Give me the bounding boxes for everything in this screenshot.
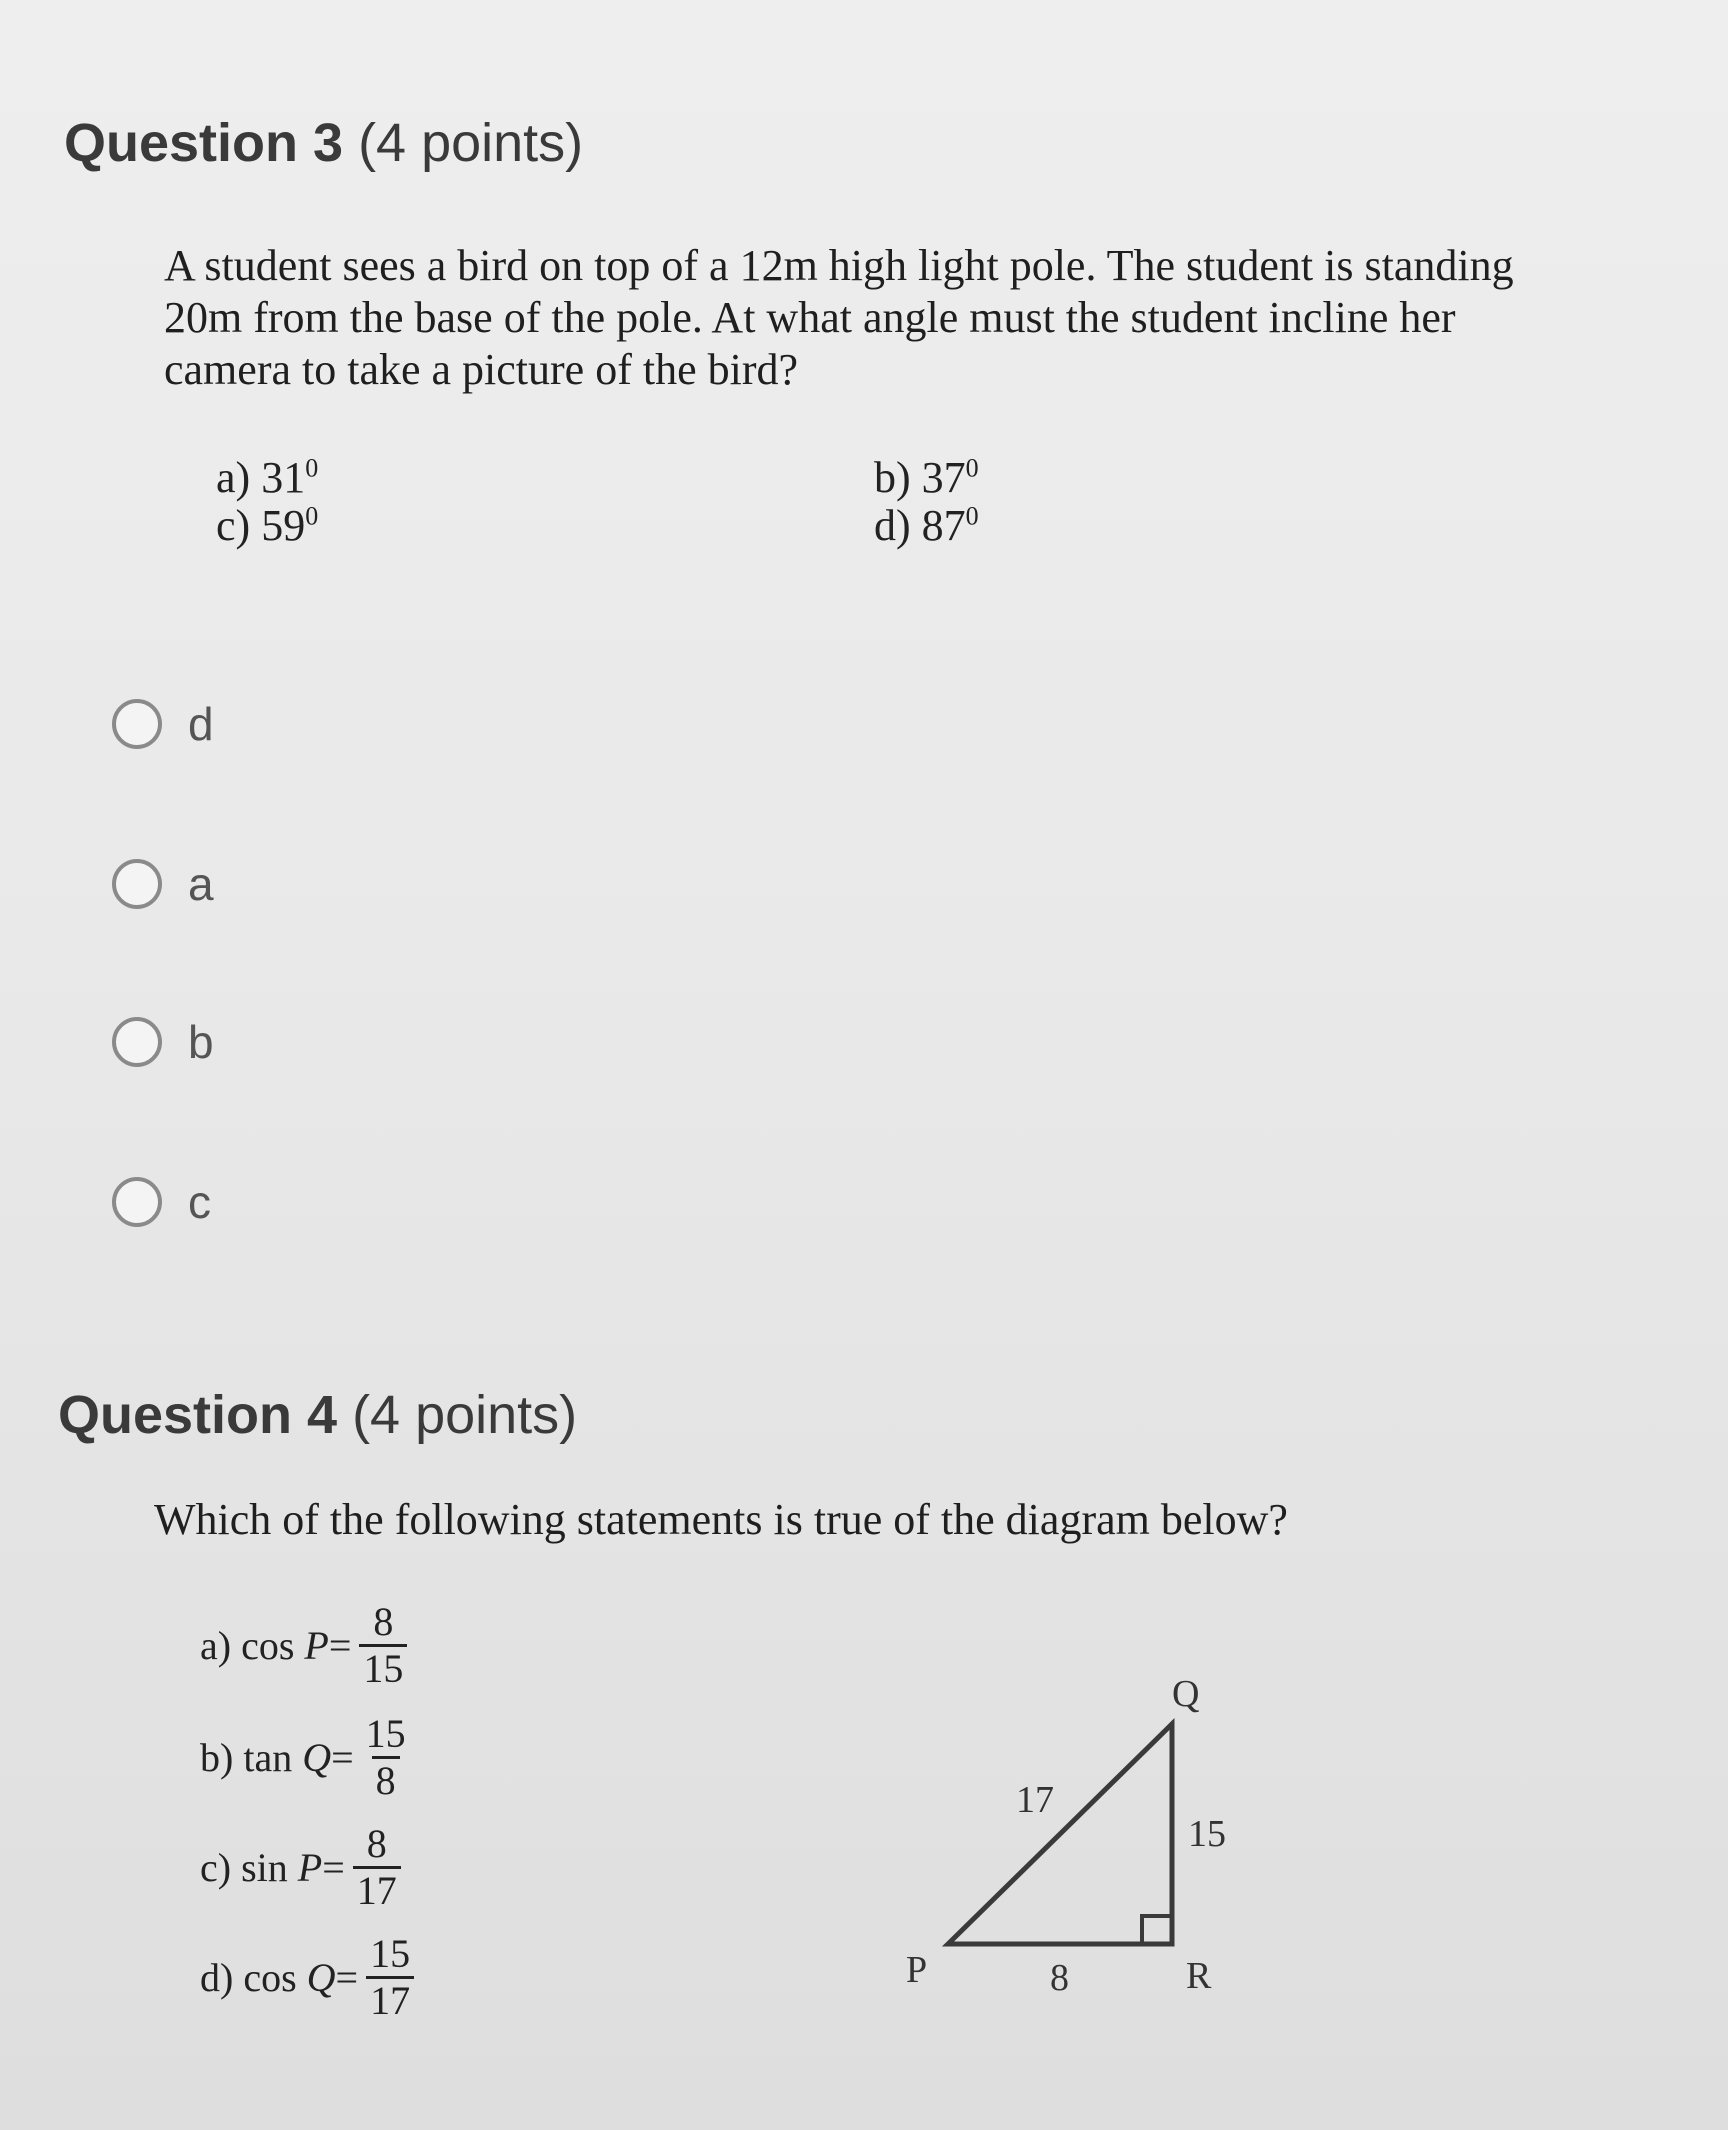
triangle-shape bbox=[948, 1724, 1172, 1944]
q4-statement-d-var: Q bbox=[306, 1955, 336, 2000]
q4-statement-d-letter: d) bbox=[200, 1955, 234, 2000]
q3-choice-a-unit: 0 bbox=[305, 453, 319, 483]
q4-statement-d-eq: = bbox=[335, 1955, 359, 2000]
q4-statement-c bbox=[200, 1822, 401, 1913]
side-pr-label: 8 bbox=[1050, 1957, 1069, 1999]
q4-statement-a-eq: = bbox=[328, 1623, 352, 1668]
q4-statement-d-fraction bbox=[366, 1932, 414, 2023]
q4-statement-d-numerator: 15 bbox=[370, 1931, 411, 1976]
q3-choice-d-value: 87 bbox=[921, 501, 966, 550]
q4-statement-c-letter: c) bbox=[200, 1845, 232, 1890]
question-3-points: (4 points) bbox=[358, 113, 584, 173]
q3-choice-a bbox=[216, 452, 318, 503]
side-qr-label: 15 bbox=[1188, 1813, 1226, 1855]
q4-statement-c-numerator: 8 bbox=[366, 1821, 387, 1866]
q4-statement-b-eq: = bbox=[331, 1735, 354, 1780]
radio-button-d[interactable] bbox=[112, 699, 162, 749]
q3-choice-a-value: 31 bbox=[261, 453, 306, 502]
question-4-title bbox=[58, 1384, 577, 1446]
q3-choice-c bbox=[216, 500, 318, 551]
q4-statement-a bbox=[200, 1600, 407, 1691]
q4-statement-b-var: Q bbox=[302, 1735, 332, 1780]
vertex-r-label: R bbox=[1186, 1955, 1212, 1997]
q4-statement-b-letter: b) bbox=[200, 1735, 234, 1780]
right-angle-marker bbox=[1142, 1916, 1172, 1944]
question-3-title bbox=[64, 112, 583, 174]
q4-statement-c-eq: = bbox=[322, 1845, 345, 1890]
answer-label-d[interactable]: d bbox=[188, 698, 214, 750]
q3-choice-b-letter: b) bbox=[874, 453, 911, 502]
question-4-prompt: Which of the following statements is true of the diagram below? bbox=[154, 1495, 1288, 1544]
q4-statement-d-denominator: 17 bbox=[366, 1976, 414, 2023]
q3-choice-d-unit: 0 bbox=[965, 501, 979, 531]
answer-option-c[interactable] bbox=[112, 1172, 211, 1232]
right-triangle-diagram bbox=[900, 1650, 1260, 2010]
q4-statement-a-denominator: 15 bbox=[359, 1644, 407, 1691]
question-4-points: (4 points) bbox=[352, 1385, 578, 1445]
radio-button-b[interactable] bbox=[112, 1017, 162, 1067]
q4-statement-a-letter: a) bbox=[200, 1623, 232, 1668]
answer-option-b[interactable] bbox=[112, 1012, 214, 1072]
q3-choice-b-unit: 0 bbox=[965, 453, 979, 483]
radio-button-c[interactable] bbox=[112, 1177, 162, 1227]
q3-choice-b-value: 37 bbox=[921, 453, 966, 502]
q4-statement-c-fraction bbox=[353, 1822, 401, 1913]
q4-statement-c-var: P bbox=[297, 1845, 323, 1890]
vertex-q-label: Q bbox=[1172, 1673, 1200, 1715]
answer-option-a[interactable] bbox=[112, 854, 214, 914]
vertex-p-label: P bbox=[906, 1949, 928, 1991]
answer-label-b[interactable]: b bbox=[188, 1016, 214, 1068]
question-3-number: Question 3 bbox=[64, 113, 344, 173]
answer-option-d[interactable] bbox=[112, 694, 214, 754]
q4-statement-a-var: P bbox=[304, 1623, 329, 1668]
question-4-number: Question 4 bbox=[58, 1385, 338, 1445]
q4-statement-a-numerator: 8 bbox=[373, 1599, 394, 1644]
q4-statement-d bbox=[200, 1932, 414, 2023]
side-pq-label: 17 bbox=[1016, 1779, 1054, 1821]
answer-label-c[interactable]: c bbox=[188, 1176, 211, 1228]
q4-statement-b bbox=[200, 1712, 410, 1803]
q3-choice-b bbox=[874, 452, 979, 503]
q4-statement-c-denominator: 17 bbox=[353, 1866, 401, 1913]
answer-label-a[interactable]: a bbox=[188, 858, 214, 910]
q4-statement-a-func: cos bbox=[241, 1623, 295, 1668]
q3-choice-c-unit: 0 bbox=[305, 501, 319, 531]
q4-statement-d-func: cos bbox=[243, 1955, 297, 2000]
q4-statement-b-denominator: 8 bbox=[372, 1756, 400, 1803]
q4-statement-c-func: sin bbox=[241, 1845, 288, 1890]
question-3-prompt: A student sees a bird on top of a 12m high light pole. The student is standing 20m from the base of the pole. At what angle must the student incline her camera to take a picture of the bird? bbox=[164, 241, 1514, 394]
q3-choice-d-letter: d) bbox=[874, 501, 911, 550]
q4-statement-b-func: tan bbox=[243, 1735, 293, 1780]
radio-button-a[interactable] bbox=[112, 859, 162, 909]
q3-choice-c-letter: c) bbox=[216, 501, 251, 550]
q4-statement-a-fraction bbox=[359, 1600, 407, 1691]
q4-statement-b-numerator: 15 bbox=[365, 1711, 406, 1756]
q3-choice-a-letter: a) bbox=[216, 453, 251, 502]
q4-statement-b-fraction bbox=[362, 1712, 410, 1803]
q3-choice-d bbox=[874, 500, 979, 551]
q3-choice-c-value: 59 bbox=[261, 501, 306, 550]
